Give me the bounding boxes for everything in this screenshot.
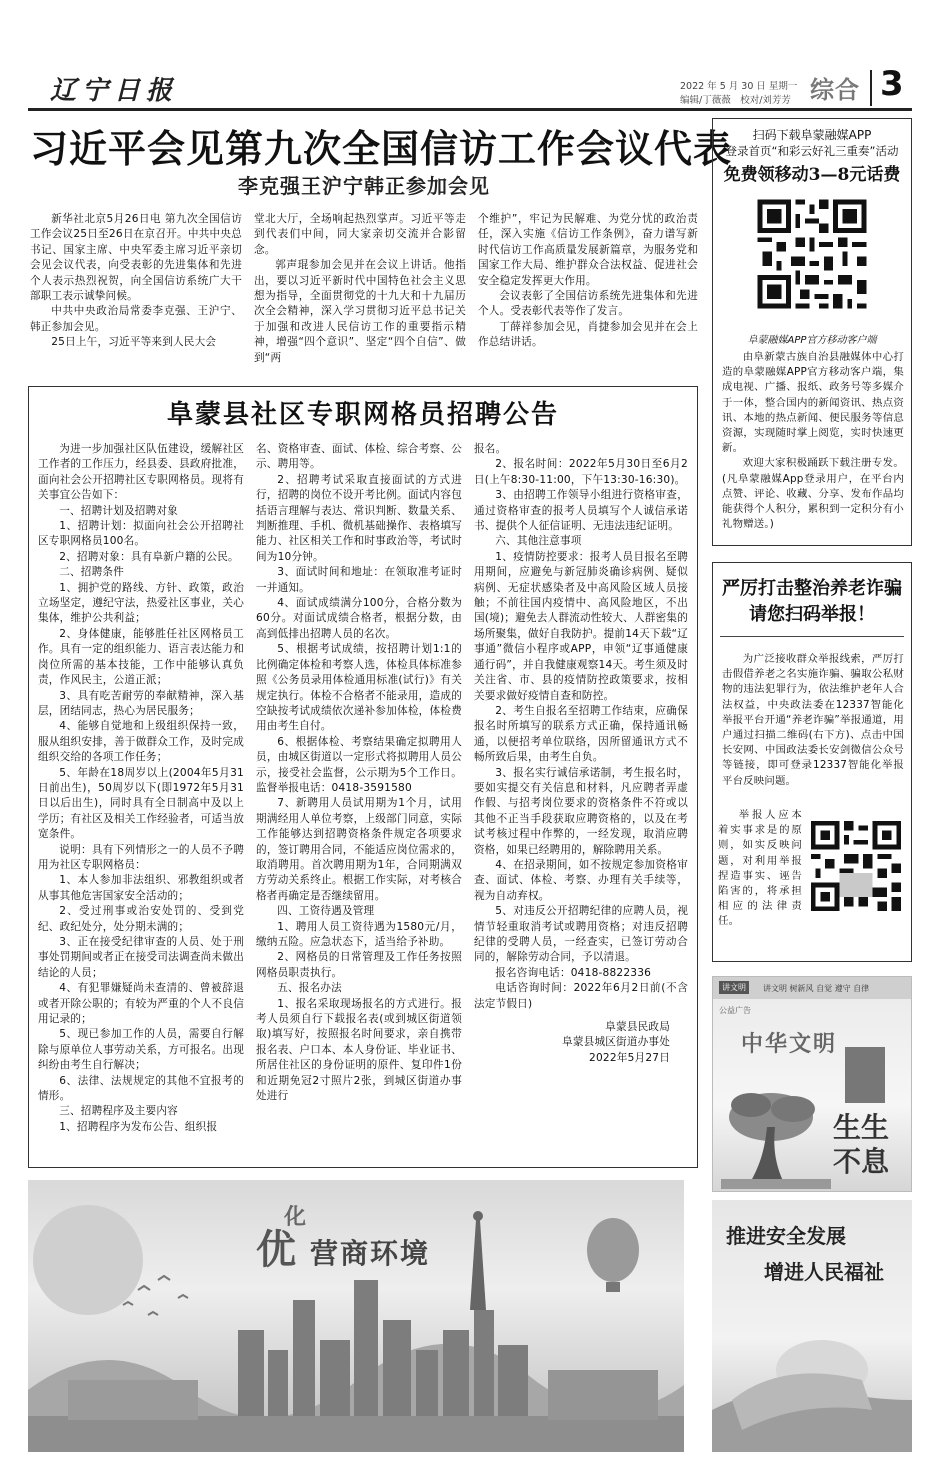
poster-badge: 讲文明 [719, 981, 749, 994]
lead-para: 新华社北京5月26日电 第九次全国信访工作会议25日至26日在京召开。中共中央总书记、国家主席、中央军委主席习近平亲切会见会议代表，向受表彰的先进集体和先进个人表示热烈祝贺，向全国信访系统广大干部职工表示诚挚问候。 [30, 213, 242, 303]
page-number: 3 [880, 64, 904, 104]
app-promo-body [722, 350, 904, 542]
app-promo-para: 由阜新蒙古族自治县融媒体中心打造的阜蒙融媒APP官方移动客户端，集成电视、广播、报纸、政务号等多媒介于一体，整合国内的新闻资讯、热点资讯、本地的热点新闻、便民服务等信息资源，实现随时掌上阅览，实时快速更新。 [722, 351, 904, 455]
fraud-title-rule [720, 636, 904, 637]
notice-para: 3、报名实行诚信承诺制，考生报名时，要如实提交有关信息和材料，凡应聘者弄虚作假、与招考岗位要求的资格条件不符或以其他不正当手段获取应聘资格的，以及在考试考核过程中作弊的，一经发现，取消应聘资格，如果已经聘用的，解除聘用关系。 [474, 766, 688, 856]
notice-para: 1、聘用人员工资待遇为1580元/月，缴纳五险。应急状态下，适当给予补助。 [256, 920, 462, 948]
masthead-rule [28, 108, 912, 111]
banner-title-big-2: 营商环境 [310, 1237, 431, 1270]
notice-section-head: 三、招聘程序及主要内容 [59, 1105, 178, 1118]
notice-para: 6、根据体检、考察结果确定拟聘用人员，由城区街道以一定形式将拟聘用人员公示，接受社会监督，公示期为5个工作日。监督举报电话：0418-3591580 [256, 735, 462, 794]
notice-para: 2、受过刑事或治安处罚的、受到党纪、政纪处分，处分期未满的； [38, 905, 244, 933]
section-divider [870, 70, 872, 106]
lead-col-3 [478, 212, 698, 372]
app-qr-code[interactable] [752, 195, 872, 313]
lead-para: 丁薛祥参加会见，肖捷参加会见并在会上作总结讲话。 [478, 320, 698, 349]
notice-col-2 [256, 442, 462, 1158]
notice-signature-date: 2022年5月27日 [589, 1051, 670, 1064]
notice-signature-org1: 阜蒙县民政局 [605, 1021, 670, 1034]
notice-para: 5、对违反公开招聘纪律的应聘人员，视情节轻重取消考试或聘用资格；对违反招聘纪律的受聘人员，一经查实，已签订劳动合同的，解除劳动合同，予以清退。 [474, 905, 688, 964]
app-promo-line3: 免费领移动3—8元话费 [723, 165, 901, 185]
notice-para: 2、招聘考试采取直接面试的方式进行，招聘的岗位不设开考比例。面试内容包括语言理解与表达、常识判断、数量关系、判断推理、手机、微机基础操作、表格填写能力、社区相关工作和时事政治等，考试时间为10分钟。 [256, 473, 462, 563]
notice-para: 2、报名时间：2022年5月30日至6月2日(上午8:30-11:00，下午13:30-16:30)。 [474, 458, 688, 486]
notice-para: 5、现已参加工作的人员，需要自行解除与原单位人事劳动关系，方可报名。出现纠纷由考生自行解决； [38, 1028, 244, 1072]
notice-para: 2、身体健康，能够胜任社区网格员工作。具有一定的组织能力、语言表达能力和岗位所需的基本技能，工作中能够认真负责，作风民主，公道正派； [38, 627, 244, 687]
notice-para: 1、报名采取现场报名的方式进行。报考人员须自行下载报名表(或到城区街道领取)填写好，按照报名时间要求，亲自携带报名表、户口本、本人身份证、毕业证书、所居住社区的身份证明的原件、复印件1份和近期免冠2寸照片2张，到城区街道办事处进行 [256, 997, 462, 1103]
poster-top-text: 讲文明 树新风 自觉 遵守 自律 [763, 984, 870, 993]
section-label: 综合 [810, 76, 860, 104]
notice-para: 2、招聘对象：具有阜新户籍的公民。 [59, 550, 239, 563]
notice-para: 名、资格审查、面试、体检、综合考察、公示、聘用等。 [256, 443, 462, 471]
notice-para: 1、本人参加非法组织、邪教组织或者从事其他危害国家安全活动的； [38, 874, 244, 902]
fraud-title-2: 请您扫码举报！ [749, 604, 875, 625]
notice-para: 4、能够自觉地和上级组织保持一致，服从组织安排，善于做群众工作，及时完成组织交给的各项工作任务； [38, 720, 244, 764]
notice-col-3 [474, 442, 688, 1158]
notice-para: 为进一步加强社区队伍建设，缓解社区工作者的工作压力，经县委、县政府批准，面向社会公开招聘社区专职网格员。现将有关事宜公告如下： [38, 443, 244, 502]
notice-para: 3、具有吃苦耐劳的奉献精神，深入基层，团结同志，热心为居民服务； [38, 689, 244, 717]
notice-contact-phone: 报名咨询电话：0418-8822336 [495, 966, 652, 979]
notice-para: 4、面试成绩满分100分，合格分数为60分。对面试成绩合格者，根据分数，由高到低排出招聘人员的名次。 [256, 597, 462, 640]
masthead [0, 0, 940, 110]
lead-col-2 [254, 212, 466, 372]
notice-para: 5、年龄在18周岁以上(2004年5月31日前出生)，50周岁以下(即1972年5月31日以后出生)，同时具有全日制高中及以上学历；有社区及相关工作经验者，可适当放宽条件。 [38, 766, 244, 841]
banner-title-small: 化 [284, 1204, 307, 1230]
lead-subhead: 李克强王沪宁韩正参加会见 [238, 174, 490, 198]
notice-para: 4、在招录期间，如不按规定参加资格审查、面试、体检、考察、办理有关手续等，视为自动弃权。 [474, 858, 688, 902]
notice-para: 1、拥护党的路线、方针、政策，政治立场坚定，遵纪守法，热爱社区事业，关心集体，维护公共利益； [38, 581, 244, 625]
notice-para: 1、招聘程序为发布公告、组织报 [59, 1120, 218, 1133]
poster-big-2: 生生不息 [833, 1111, 890, 1178]
notice-col-1 [38, 442, 244, 1158]
lead-para: 郭声琨参加会见并在会议上讲话。他指出，要以习近平新时代中国特色社会主义思想为指导，全面贯彻党的十九大和十九届历次全会精神，深入学习贯彻习近平总书记关于加强和改进人民信访工作的重要指示精神，增强“四个意识”、坚定“四个自信”、做到“两 [254, 259, 466, 364]
notice-para: 3、由招聘工作领导小组进行资格审查，通过资格审查的报考人员填写个人诚信承诺书、提供个人征信证明、无违法违纪证明。 [474, 489, 688, 533]
notice-signature-org2: 阜蒙县城区街道办事处 [562, 1036, 670, 1049]
notice-para: 2、考生自报名至招聘工作结束，应确保报名时所填写的联系方式正确，保持通讯畅通，以便招考单位联络，因所留通讯方式不畅所致后果，由考生自负。 [474, 704, 688, 764]
poster-tag: 公益广告 [719, 1006, 751, 1015]
notice-para: 1、招聘计划：拟面向社会公开招聘社区专职网格员100名。 [38, 520, 244, 548]
app-qr-caption: 阜蒙融媒APP官方移动客户端 [747, 335, 877, 346]
business-environment-banner [28, 1180, 684, 1452]
safety-poster [712, 1200, 912, 1452]
notice-para: 3、正在接受纪律审查的人员、处于刑事处罚期间或者正在接受司法调查尚未做出结论的人员； [38, 936, 244, 979]
fraud-side-para: 举报人应本着实事求是的原则，如实反映问题，对利用举报捏造事实、诬告陷害的，将承担相应的法律责任。 [718, 809, 802, 928]
poster-tree-illustration [721, 1077, 831, 1189]
lead-para: 会议表彰了全国信访系统先进集体和先进个人。受表彰代表等作了发言。 [478, 290, 698, 318]
notice-para: 6、法律、法规规定的其他不宜报考的情形。 [38, 1074, 244, 1103]
notice-section-head: 六、其他注意事项 [495, 535, 582, 548]
notice-section-head: 五、报名办法 [277, 982, 342, 995]
fraud-side-note [718, 808, 802, 958]
fraud-title-1: 严厉打击整治养老诈骗 [722, 578, 902, 599]
editor-line: 编辑/丁薇薇 校对/刘芳芳 [680, 95, 791, 106]
notice-section-head: 二、招聘条件 [59, 566, 124, 579]
notice-para: 4、有犯罪嫌疑尚未查清的、曾被辞退或者开除公职的；有较为严重的个人不良信用记录的； [38, 982, 244, 1026]
city-skyline-illustration [28, 1180, 684, 1452]
lead-para: 个维护”，牢记为民解难、为党分忧的政治责任，深入实施《信访工作条例》，奋力谱写新时代信访工作高质量发展新篇章，为服务党和国家工作大局、维护群众合法权益、促进社会安全稳定发挥更大作用。 [478, 213, 698, 287]
poster-stamp [845, 1047, 885, 1103]
newspaper-logo: 辽宁日报 [50, 76, 179, 106]
safety-hands-illustration [712, 1320, 912, 1452]
notice-para: 2、网格员的日常管理及工作任务按照网格员职责执行。 [256, 951, 462, 979]
app-promo-line2: 登录首页“和彩云好礼三重奏”活动 [725, 144, 899, 158]
notice-section-head: 一、招聘计划及招聘对象 [59, 504, 178, 517]
notice-para: 报名。 [474, 443, 507, 455]
lead-para: 堂北大厅，全场响起热烈掌声。习近平等走到代表们中间，同大家亲切交流并合影留念。 [254, 213, 466, 256]
notice-contact-hours: 电话咨询时间：2022年6月2日前(不含法定节假日) [474, 982, 688, 1010]
banner-title-big-1: 优 [256, 1226, 296, 1273]
fraud-body [722, 652, 904, 812]
fraud-qr-code[interactable] [806, 816, 906, 916]
culture-poster [712, 976, 912, 1192]
notice-title: 阜蒙县社区专职网格员招聘公告 [166, 400, 559, 430]
notice-para: 5、根据考试成绩，按招聘计划1:1的比例确定体检和考察人选，体检具体标准参照《公务员录用体检通用标准(试行)》有关规定执行。体检不合格者不能录用，造成的空缺按考试成绩依次递补参加体检，体检费用由考生自付。 [256, 643, 462, 733]
lead-para: 25日上午，习近平等来到人民大会 [51, 336, 217, 349]
notice-para: 说明：具有下列情形之一的人员不予聘用为社区专职网格员： [38, 843, 244, 871]
safety-line-2: 增进人民福祉 [764, 1260, 884, 1284]
notice-para: 3、面试时间和地址：在领取准考证时一并通知。 [256, 566, 462, 594]
poster-big-1: 中华文明 [741, 1031, 838, 1057]
date-line: 2022 年 5 月 30 日 星期一 [680, 81, 798, 92]
lead-para: 中共中央政治局常委李克强、王沪宁、韩正参加会见。 [30, 305, 242, 333]
notice-section-head: 四、工资待遇及管理 [277, 905, 375, 918]
notice-para: 1、疫情防控要求：报考人员目报名至聘用期间，应避免与新冠肺炎确诊病例、疑似病例、无症状感染者及中高风险区域人员接触；不前往国内疫情中、高风险地区，不出国(境)；避免去人群流动性较大、人群密集的场所聚集，做好自我防护。提前14天下载“辽事通”微信小程序或APP，申领“辽事通健康通行码”，并自我健康观察14天。考生须及时关注省、市、县的疫情防控政策要求，按相关要求做好疫情自查和防控。 [474, 550, 688, 702]
lead-headline: 习近平会见第九次全国信访工作会议代表 [30, 127, 733, 171]
fraud-para: 为广泛接收群众举报线索，严厉打击假借养老之名实施诈骗、骗取公私财物的违法犯罪行为，依法维护老年人合法权益，中央政法委在12337智能化举报平台开通“养老诈骗”举报通道，用户通过扫描二维码(右下方)、点击中国长安网、中国政法委长安剑微信公众号等链接，即可登录12337智能化举报平台反映问题。 [722, 653, 904, 787]
notice-para: 7、新聘用人员试用期为1个月，试用期满经用人单位考察，上级部门同意，实际工作能够达到招聘资格条件规定各项要求的，签订聘用合同，不能适应岗位需求的，取消聘用。首次聘用期为1年，合同期满双方劳动关系终止。根据工作实际，对考核合格者再确定是否继续留用。 [256, 797, 462, 902]
safety-line-1: 推进安全发展 [726, 1224, 846, 1248]
app-promo-para: 欢迎大家积极踊跃下载注册专发。(凡阜蒙融媒App登录用户，在平台内点赞、评论、收藏、分享、发布作品均能获得个人积分，累积到一定积分有小礼物赠送。) [722, 457, 904, 531]
app-promo-line1: 扫码下载阜蒙融媒APP [752, 128, 872, 142]
lead-col-1 [30, 212, 242, 372]
